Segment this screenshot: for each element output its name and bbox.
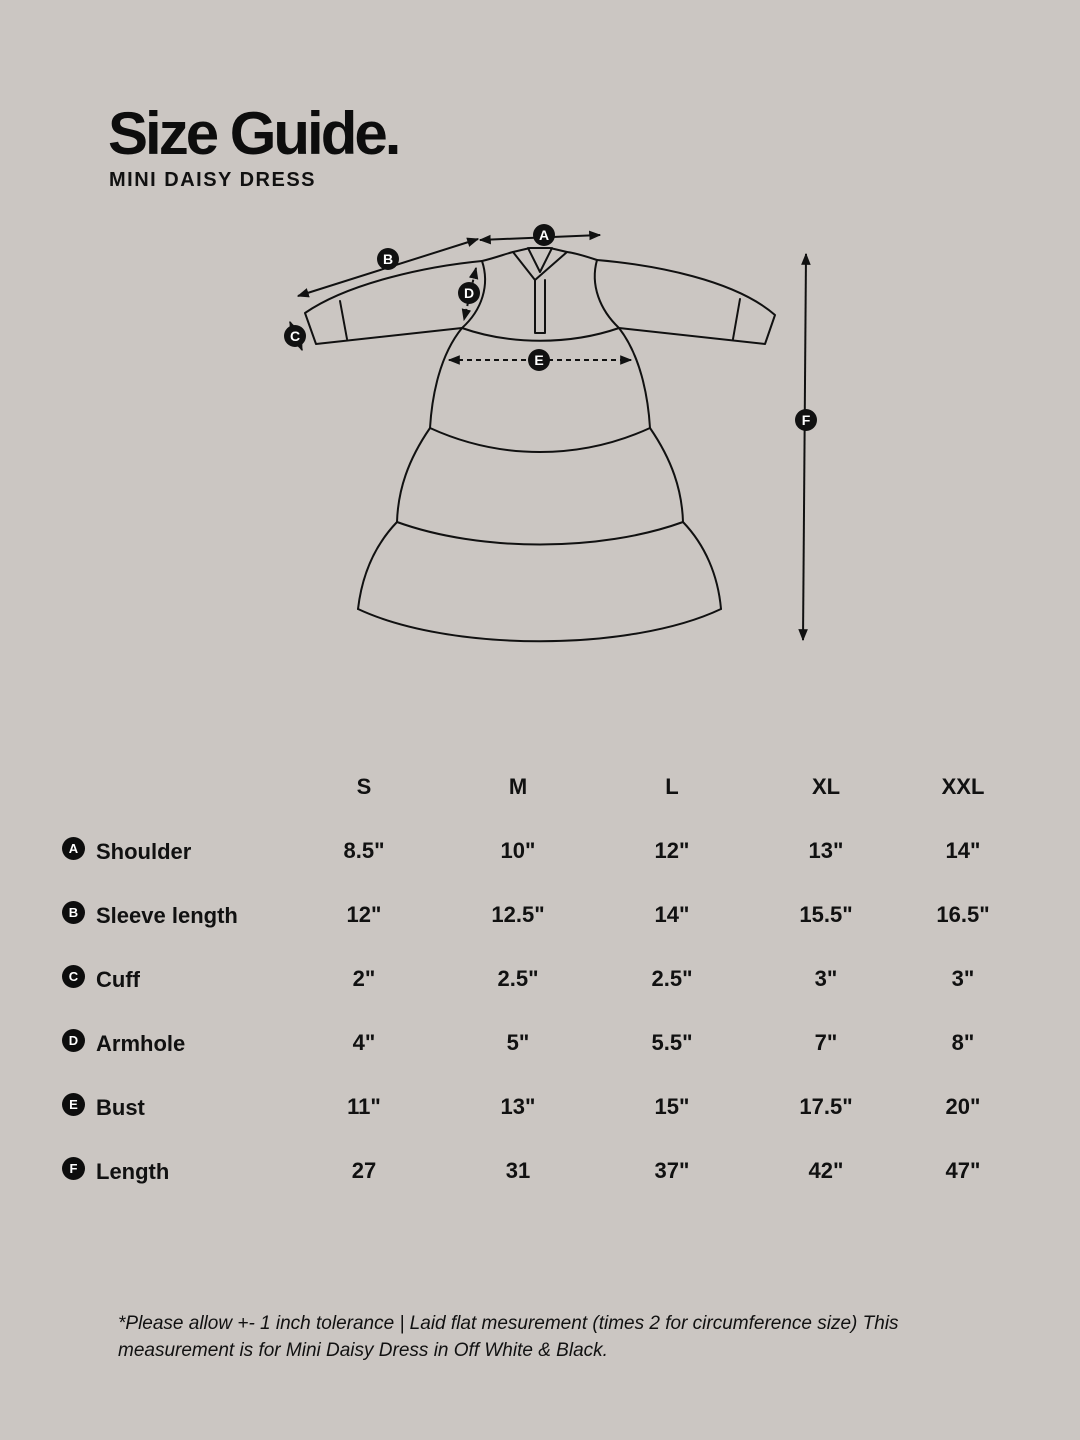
- left-sleeve-outline: [305, 261, 482, 344]
- table-cell: 16.5": [936, 902, 990, 927]
- size-table: [0, 760, 1080, 1208]
- table-cell: 8": [951, 1030, 975, 1055]
- row-label: Sleeve length: [96, 903, 238, 928]
- table-cell: 15": [654, 1094, 690, 1119]
- table-cell: 11": [347, 1094, 381, 1119]
- table-row-armhole: [0, 1016, 1080, 1080]
- right-armhole: [595, 260, 619, 328]
- table-cell: 14": [654, 902, 690, 927]
- size-header-s: S: [356, 774, 372, 799]
- table-cell: 13": [808, 838, 844, 863]
- svg-text:F: F: [801, 412, 811, 428]
- row-label: Cuff: [96, 967, 140, 992]
- table-cell: 3": [814, 966, 838, 991]
- table-cell: 3": [951, 966, 975, 991]
- dress-diagram: [0, 0, 1080, 700]
- marker-b-badge: [377, 248, 399, 270]
- row-label: Bust: [96, 1095, 145, 1120]
- marker-badge: D: [62, 1029, 85, 1052]
- table-row-sleeve-length: [0, 888, 1080, 952]
- right-sleeve-outline: [597, 260, 775, 344]
- product-name: MINI DAISY DRESS: [109, 169, 316, 191]
- tolerance-footnote: *Please allow +- 1 inch tolerance | Laid flat mesurement (times 2 for circumference size) This measurement is for Mini Daisy Dress in Off White & Black.: [118, 1313, 899, 1361]
- table-cell: 14": [945, 838, 981, 863]
- marker-e-badge: [528, 349, 550, 371]
- table-row-bust: [0, 1080, 1080, 1144]
- row-label: Shoulder: [96, 839, 192, 864]
- collar-v: [513, 252, 567, 280]
- table-cell: 5.5": [651, 1030, 693, 1055]
- page-title: Size Guide.: [108, 100, 399, 167]
- svg-text:C: C: [289, 328, 301, 344]
- svg-text:B: B: [382, 251, 394, 267]
- marker-badge: F: [62, 1157, 85, 1180]
- marker-f-badge: [795, 409, 817, 431]
- table-cell: 2.5": [497, 966, 539, 991]
- hem: [358, 609, 721, 641]
- tier-seam-1: [430, 428, 650, 452]
- table-cell: 31: [505, 1158, 531, 1183]
- size-header-m: M: [508, 774, 528, 799]
- table-row-shoulder: [0, 824, 1080, 888]
- table-cell: 15.5": [799, 902, 853, 927]
- svg-text:E: E: [534, 352, 544, 368]
- table-cell: 47": [945, 1158, 981, 1183]
- size-header-xl: XL: [811, 774, 841, 799]
- marker-badge: E: [62, 1093, 85, 1116]
- size-header-row: [0, 760, 1080, 824]
- marker-badge: B: [62, 901, 85, 924]
- table-cell: 5": [506, 1030, 530, 1055]
- table-cell: 10": [500, 838, 536, 863]
- table-cell: 12": [654, 838, 690, 863]
- row-label: Length: [96, 1159, 170, 1184]
- marker-badge: A: [62, 837, 85, 860]
- size-header-xxl: XXL: [941, 774, 985, 799]
- left-cuff-seam: [340, 301, 347, 339]
- marker-badge: C: [62, 965, 85, 988]
- table-cell: 4": [352, 1030, 376, 1055]
- table-row-length: [0, 1144, 1080, 1208]
- table-cell: 17.5": [799, 1094, 853, 1119]
- table-cell: 12.5": [491, 902, 545, 927]
- table-cell: 13": [500, 1094, 536, 1119]
- table-cell: 27: [351, 1158, 377, 1183]
- marker-a-badge: [533, 224, 555, 246]
- table-cell: 8.5": [343, 838, 385, 863]
- tier-seam-2: [397, 522, 683, 545]
- svg-text:D: D: [463, 285, 475, 301]
- table-cell: 12": [346, 902, 382, 927]
- table-cell: 2.5": [651, 966, 693, 991]
- right-cuff-seam: [733, 299, 740, 339]
- table-row-cuff: [0, 952, 1080, 1016]
- bodice-seam: [462, 328, 619, 341]
- table-cell: 20": [945, 1094, 981, 1119]
- table-cell: 37": [654, 1158, 690, 1183]
- marker-c-badge: [284, 325, 306, 347]
- size-header-l: L: [665, 774, 679, 799]
- length-arrow: [803, 254, 806, 640]
- table-cell: 7": [814, 1030, 838, 1055]
- table-cell: 2": [352, 966, 376, 991]
- placket: [535, 280, 545, 333]
- table-cell: 42": [808, 1158, 844, 1183]
- svg-text:A: A: [538, 227, 550, 243]
- marker-d-badge: [458, 282, 480, 304]
- row-label: Armhole: [96, 1031, 186, 1056]
